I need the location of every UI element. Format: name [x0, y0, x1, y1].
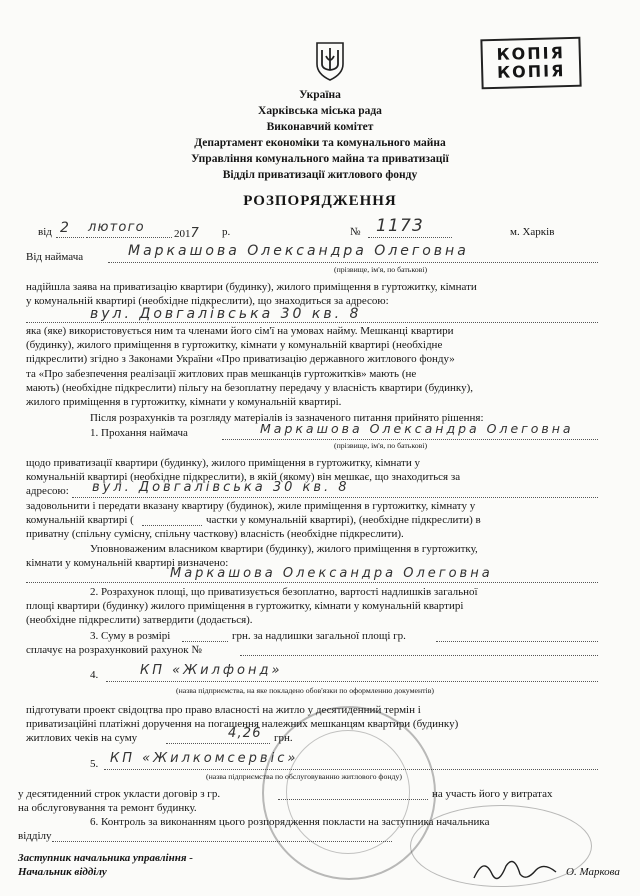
text-line: 6. Контроль за виконанням цього розпорядження покласти на заступника начальника	[90, 816, 490, 828]
p5-hint: (назва підприємства по обслуговуванню житлового фонду)	[206, 772, 403, 781]
p4-hint: (назва підприємства, на яке покладено обов'язки по оформленню документів)	[176, 686, 435, 695]
text-line: Уповноваженим власником квартири (будинку), жилого приміщення в гуртожитку,	[90, 543, 478, 555]
p5-number: 5.	[90, 758, 99, 770]
directorate-line: Управління комунального майна та приватизації	[191, 153, 449, 165]
text-line: сплачує на розрахунковий рахунок №	[26, 644, 202, 656]
country-line: Україна	[299, 89, 341, 101]
signatory-name: О. Маркова	[566, 866, 620, 878]
p1-label: 1. Прохання наймача	[90, 427, 188, 439]
p4-number: 4.	[90, 669, 99, 681]
copy-stamp	[480, 37, 581, 90]
text-line: частки у комунальній квартирі), (необхідне підкреслити) в	[206, 514, 481, 526]
p1-name: Маркашова Олександра Олеговна	[260, 421, 574, 436]
p4-enterprise: КП «Жилфонд»	[140, 663, 283, 678]
division-line: Відділ приватизації житлового фонду	[222, 169, 418, 181]
text-line: (необхідне підкреслити) затвердити (додається).	[26, 614, 253, 626]
text-line: відділу	[18, 830, 52, 842]
text-line: на участь його у витратах	[432, 788, 553, 800]
text-line: у десятиденний строк укласти договір з гр.	[18, 788, 221, 800]
department-line: Департамент економіки та комунального майна	[194, 137, 446, 149]
text-line: приватизаційні платіжні доручення на погашення належних мешканцям квартири (будинку)	[26, 718, 459, 730]
date-suffix: р.	[222, 226, 231, 238]
department-seal	[410, 805, 592, 887]
hint-name: (прізвище, ім'я, по батькові)	[334, 265, 428, 274]
date-month: лютого	[88, 220, 145, 235]
date-year: 2017	[174, 226, 200, 241]
round-seal	[262, 706, 436, 880]
signatory-title-1: Заступник начальника управління -	[18, 852, 193, 864]
number-label: №	[350, 226, 361, 238]
text-line: яка (яке) використовується ним та членами його сім'ї на умовах найму. Мешканці квартири	[26, 325, 454, 337]
coat-of-arms-icon	[314, 40, 346, 82]
text-line: та «Про забезпечення реалізації житлових прав мешканців гуртожитків» мають (не	[26, 368, 417, 380]
text-line: житлових чеків на суму	[26, 732, 138, 744]
text-line: комунальній квартирі (необхідне підкреслити), в якій (якому) він мешкає, що знаходиться за	[26, 471, 461, 483]
text-line: підкреслити) згідно з Законами України «Про приватизацію державного житлового фонду»	[26, 353, 455, 365]
stamp-text-2: КОПІЯ	[496, 61, 566, 82]
council-line: Харківська міська рада	[258, 105, 382, 117]
text-line: жилого приміщення в гуртожитку, кімнати у комунальній квартирі.	[26, 396, 342, 408]
text-line: комунальній квартирі (	[26, 514, 134, 526]
p1-owner: Маркашова Олександра Олеговна	[170, 566, 493, 581]
text-line: кімнати у комунальній квартирі визначено:	[26, 557, 229, 569]
text-line: щодо приватизації квартири (будинку), жилого приміщення в гуртожитку, кімнати у	[26, 457, 420, 469]
p1-address: вул. Довгалівська 30 кв. 8	[92, 480, 350, 495]
text-line: грн. за надлишки загальної площі гр.	[232, 630, 406, 642]
text-line: мають) (необхідне підкреслити) пільгу на безоплатну передачу у власність квартири (будинку),	[26, 382, 474, 394]
text-line: підготувати проект свідоцтва про право власності на житло у десятиденний термін і	[26, 704, 421, 716]
text-line: 3. Суму в розмірі	[90, 630, 171, 642]
hint-name: (прізвище, ім'я, по батькові)	[334, 441, 428, 450]
text-line: Після розрахунків та розгляду матеріалів із зазначеного питання прийнято рішення:	[90, 412, 484, 424]
text-line: у комунальній квартирі (необхідне підкреслити), що знаходиться за адресою:	[26, 295, 389, 307]
text-line: грн.	[274, 732, 293, 744]
text-line: надійшла заява на приватизацію квартири (будинку), жилого приміщення в гуртожитку, кімнати	[26, 281, 477, 293]
p4-sum: 4,26	[228, 726, 262, 741]
number-value: 1173	[376, 216, 425, 236]
text-line: площі квартири (будинку) жилого приміщення в гуртожитку, кімнати у комунальній квартирі	[26, 600, 464, 612]
city: м. Харків	[510, 226, 555, 238]
text-line: адресою:	[26, 485, 69, 497]
address-value: вул. Довгалівська 30 кв. 8	[90, 306, 362, 322]
from-name: Маркашова Олександра Олеговна	[128, 243, 469, 259]
from-label: Від наймача	[26, 251, 84, 263]
date-day: 2	[60, 220, 71, 236]
document-title: РОЗПОРЯДЖЕННЯ	[243, 193, 397, 209]
signatory-title-2: Начальник відділу	[18, 866, 107, 878]
text-line: (будинку), жилого приміщення в гуртожитку, кімнати у комунальній квартирі (необхідне	[26, 339, 443, 351]
text-line: на обслуговування та ремонт будинку.	[18, 802, 197, 814]
committee-line: Виконавчий комітет	[266, 121, 374, 133]
text-line: 2. Розрахунок площі, що приватизується безоплатно, вартості надлишків загальної	[90, 586, 478, 598]
text-line: приватну (спільну сумісну, спільну часткову) власність (необхідне підкреслити).	[26, 528, 404, 540]
text-line: задовольнити і передати вказану квартиру (будинок), жиле приміщення в гуртожитку, кімнату у	[26, 500, 476, 512]
date-prefix: від	[38, 226, 52, 238]
p5-enterprise: КП «Жилкомсервіс»	[110, 751, 299, 766]
stamp-text-1: КОПІЯ	[496, 43, 566, 64]
